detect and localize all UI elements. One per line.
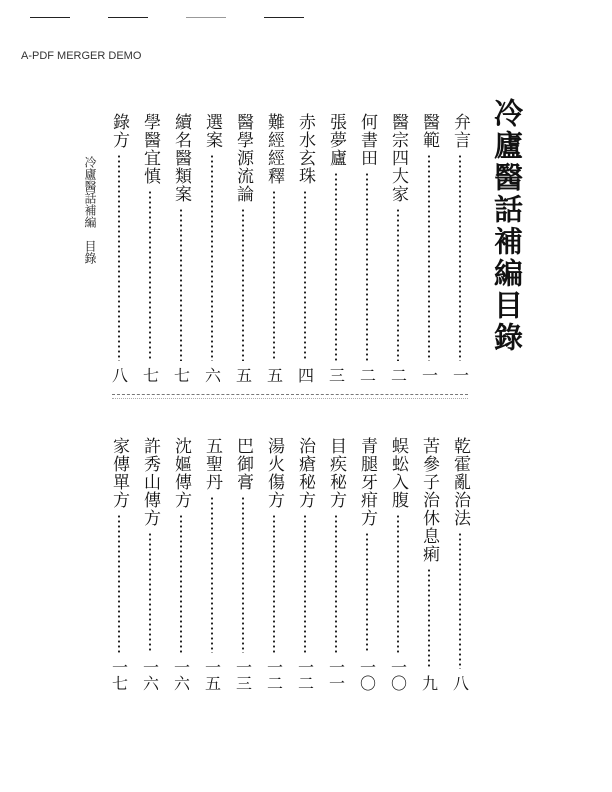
toc-entry-page: 一七 [109, 659, 129, 691]
toc-entry-title: 許秀山傳方 [140, 437, 160, 527]
toc-entry-page: 一三 [233, 659, 253, 691]
toc-entry-title: 家傳單方 [109, 437, 129, 509]
toc-entry-page: 一 [450, 367, 470, 383]
toc-entry-page: 八 [109, 367, 129, 383]
toc-entry-page: 一一 [326, 659, 346, 691]
toc-entry-page: 六 [202, 367, 222, 383]
toc-entry [234, 113, 251, 383]
margin-label [84, 156, 96, 264]
toc-entry [265, 437, 282, 691]
toc-entry-title: 續名醫類案 [171, 113, 191, 203]
toc-entry-title: 何書田 [357, 113, 377, 167]
toc-entry-title: 難經經釋 [264, 113, 284, 185]
toc-entry [327, 113, 344, 383]
dot-leader [304, 514, 306, 653]
toc-entry-page: 一二 [264, 659, 284, 691]
toc-entry [172, 437, 189, 691]
toc-entry [110, 113, 127, 383]
dot-leader [366, 172, 368, 361]
toc-entry-title: 目疾秘方 [326, 437, 346, 509]
toc-entry [358, 437, 375, 691]
toc-entry-page: 七 [171, 367, 191, 383]
toc-entry [451, 113, 468, 383]
dot-leader [118, 154, 120, 361]
dot-leader [211, 154, 213, 361]
dot-leader [428, 568, 430, 669]
top-rule [108, 17, 148, 18]
toc-entry [234, 437, 251, 691]
toc-entry-title: 醫宗四大家 [388, 113, 408, 203]
dot-leader [366, 532, 368, 653]
toc-entry-page: 二 [357, 367, 377, 383]
toc-entry [358, 113, 375, 383]
toc-entry-page: 五 [264, 367, 284, 383]
page-title: 冷廬醫話補編目錄 [490, 98, 524, 354]
section-divider [112, 398, 468, 399]
toc-entry-title: 治瘡秘方 [295, 437, 315, 509]
dot-leader [118, 514, 120, 653]
toc-entry-page: 三 [326, 367, 346, 383]
toc-entry-title: 沈嫗傳方 [171, 437, 191, 509]
dot-leader [180, 514, 182, 653]
toc-entry [172, 113, 189, 383]
toc-entry-page: 一〇 [388, 659, 408, 691]
toc-entry-page: 一六 [140, 659, 160, 691]
top-rule [186, 17, 226, 18]
dot-leader [211, 496, 213, 653]
toc-entry-page: 一五 [202, 659, 222, 691]
toc-entry-title: 蜈蚣入腹 [388, 437, 408, 509]
toc-entry-title: 弁言 [450, 113, 470, 149]
dot-leader [180, 208, 182, 361]
toc-entry-title: 選案 [202, 113, 222, 149]
section-name: 目錄 [83, 240, 97, 264]
toc-entry-title: 巴御膏 [233, 437, 253, 491]
toc-entry-page: 一 [419, 367, 439, 383]
toc-entry [296, 113, 313, 383]
toc-entry [327, 437, 344, 691]
toc-entry-page: 二 [388, 367, 408, 383]
toc-entry-title: 青腿牙疳方 [357, 437, 377, 527]
toc-entry-title: 錄方 [109, 113, 129, 149]
toc-entry-title: 醫範 [419, 113, 439, 149]
toc-entry-page: 八 [450, 675, 470, 691]
toc-entry-page: 九 [419, 675, 439, 691]
toc-entry [141, 113, 158, 383]
toc-entry [203, 113, 220, 383]
dot-leader [149, 532, 151, 653]
toc-entry [110, 437, 127, 691]
dot-leader [335, 514, 337, 653]
toc-entry-page: 一六 [171, 659, 191, 691]
toc-entry [389, 437, 406, 691]
dot-leader [335, 172, 337, 361]
toc-entry [451, 437, 468, 691]
book-name: 冷廬醫話補編 [83, 156, 97, 228]
section-divider [112, 394, 468, 395]
dot-leader [273, 514, 275, 653]
toc-entry [141, 437, 158, 691]
dot-leader [242, 496, 244, 653]
toc-entry-page: 一二 [295, 659, 315, 691]
dot-leader [304, 190, 306, 361]
toc-entry-title: 學醫宜慎 [140, 113, 160, 185]
toc-entry [296, 437, 313, 691]
toc-entry [203, 437, 220, 691]
dot-leader [273, 190, 275, 361]
toc-entry-title: 張夢廬 [326, 113, 346, 167]
toc-entry-title: 五聖丹 [202, 437, 222, 491]
toc-entry-page: 一〇 [357, 659, 377, 691]
toc-entry-title: 乾霍亂治法 [450, 437, 470, 527]
toc-entry-page: 四 [295, 367, 315, 383]
dot-leader [397, 208, 399, 361]
dot-leader [428, 154, 430, 361]
top-rule [30, 17, 70, 18]
toc-entry [420, 113, 437, 383]
toc-entry [389, 113, 406, 383]
dot-leader [459, 154, 461, 361]
toc-entry-title: 赤水玄珠 [295, 113, 315, 185]
top-rule [264, 17, 304, 18]
toc-entry-title: 醫學源流論 [233, 113, 253, 203]
toc-entry [420, 437, 437, 691]
toc-entry-title: 苦參子治休息痢 [419, 437, 439, 563]
toc-entry-page: 七 [140, 367, 160, 383]
dot-leader [242, 208, 244, 361]
dot-leader [397, 514, 399, 653]
dot-leader [459, 532, 461, 669]
watermark: A-PDF MERGER DEMO [21, 50, 142, 62]
dot-leader [149, 190, 151, 361]
toc-entry-title: 湯火傷方 [264, 437, 284, 509]
toc-entry-page: 五 [233, 367, 253, 383]
toc-entry [265, 113, 282, 383]
